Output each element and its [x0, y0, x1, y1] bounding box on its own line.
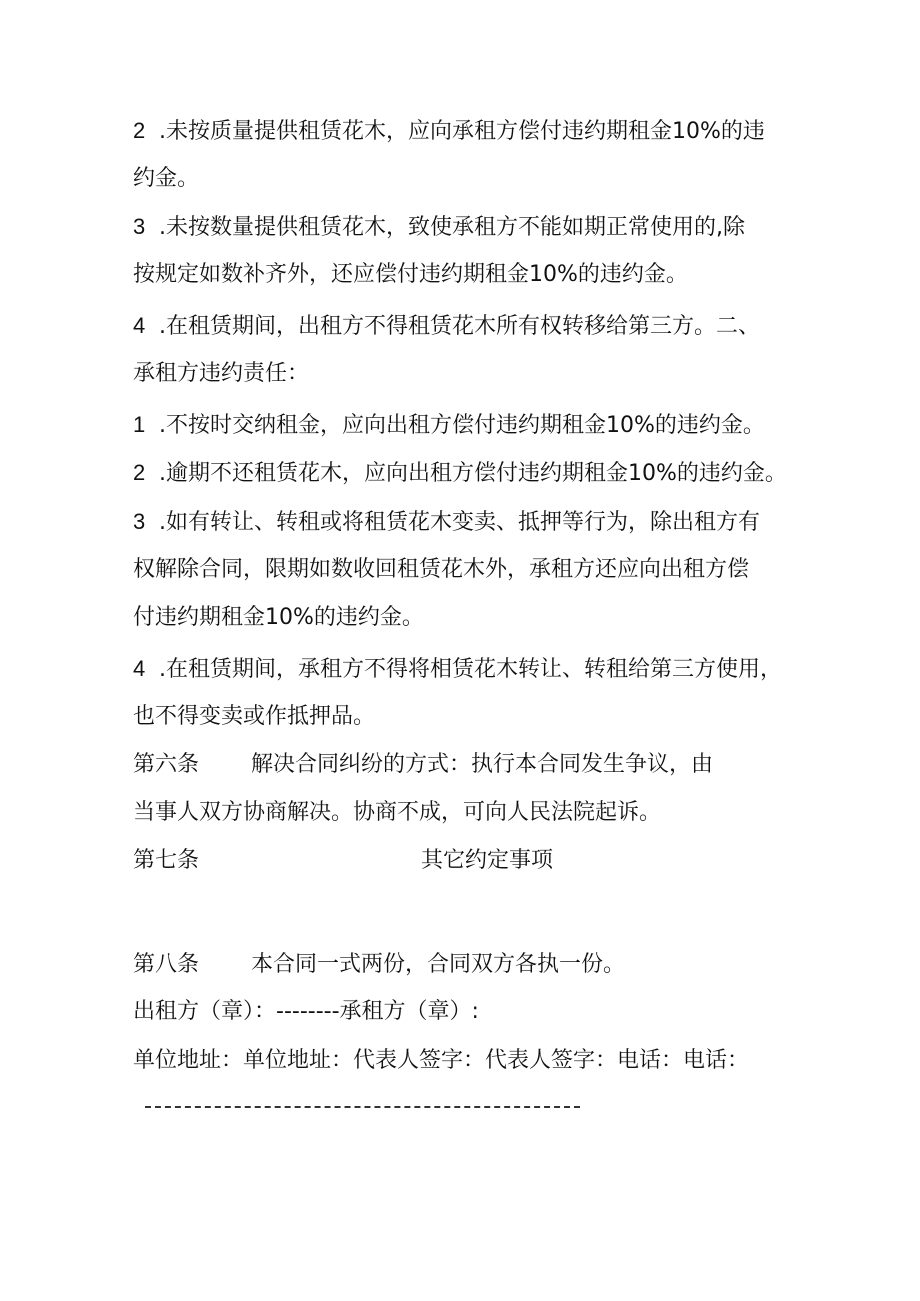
article-label: 第七条	[133, 848, 200, 873]
article-label: 第六条	[133, 752, 200, 777]
signature-fields	[133, 1046, 749, 1076]
clause-paragraph	[133, 507, 760, 537]
section-heading	[133, 359, 309, 389]
clause-paragraph	[133, 212, 745, 242]
signature-dash-rule	[145, 1106, 580, 1108]
article-six-continued	[133, 798, 661, 828]
clause-text: .不按时交纳租金，应向出租方偿付违约期租金10%的违约金。	[159, 413, 765, 438]
article-text: 其它约定事项	[421, 848, 554, 873]
clause-paragraph	[133, 260, 688, 290]
article-label: 第八条	[133, 952, 200, 977]
clause-paragraph	[133, 164, 199, 194]
clause-paragraph	[133, 702, 375, 732]
clause-paragraph	[133, 603, 424, 633]
clause-number: 4	[133, 656, 146, 681]
clause-number: 2	[133, 460, 146, 485]
clause-paragraph	[133, 458, 787, 488]
article-text: 本合同一式两份，合同双方各执一份。	[251, 952, 626, 977]
clause-number: 3	[133, 509, 146, 534]
clause-text: .在租赁期间，出租方不得租赁花木所有权转移给第三方。二、	[159, 314, 760, 339]
signature-parties-text: 出租方（章）：--------承租方（章）:	[133, 999, 479, 1024]
clause-number: 3	[133, 214, 146, 239]
clause-number: 4	[133, 313, 146, 338]
signature-fields-text: 单位地址：单位地址：代表人签字：代表人签字：电话：电话：	[133, 1048, 750, 1073]
clause-text: 付违约期租金10%的违约金。	[133, 605, 424, 630]
clause-text: 承租方违约责任：	[133, 361, 310, 386]
clause-text: 约金。	[133, 166, 200, 191]
clause-paragraph	[133, 654, 782, 684]
clause-text: .未按质量提供租赁花木，应向承租方偿付违约期租金10%的违	[159, 119, 765, 144]
clause-text: .逾期不还租赁花木，应向出租方偿付违约期租金10%的违约金。	[159, 461, 787, 486]
clause-text: .如有转让、转租或将租赁花木变卖、抵押等行为，除出租方有	[159, 510, 760, 535]
clause-text: .未按数量提供租赁花木，致使承租方不能如期正常使用的,除	[159, 215, 745, 240]
clause-paragraph	[133, 555, 749, 585]
article-seven	[133, 846, 553, 876]
clause-text: .在租赁期间，承租方不得将相赁花木转让、转租给第三方使用，	[159, 657, 782, 682]
clause-paragraph	[133, 116, 765, 146]
article-eight	[133, 950, 625, 980]
clause-number: 2	[133, 118, 146, 143]
clause-paragraph	[133, 311, 760, 341]
article-text: 当事人双方协商解决。协商不成，可向人民法院起诉。	[133, 800, 662, 825]
clause-text: 按规定如数补齐外，还应偿付违约期租金10%的违约金。	[133, 262, 688, 287]
clause-text: 也不得变卖或作抵押品。	[133, 704, 376, 729]
clause-number: 1	[133, 412, 146, 437]
signature-parties	[133, 997, 479, 1027]
clause-paragraph	[133, 410, 765, 440]
article-six	[133, 750, 713, 780]
article-text: 解决合同纠纷的方式：执行本合同发生争议，由	[251, 752, 714, 777]
clause-text: 权解除合同，限期如数收回租赁花木外，承租方还应向出租方偿	[133, 557, 750, 582]
